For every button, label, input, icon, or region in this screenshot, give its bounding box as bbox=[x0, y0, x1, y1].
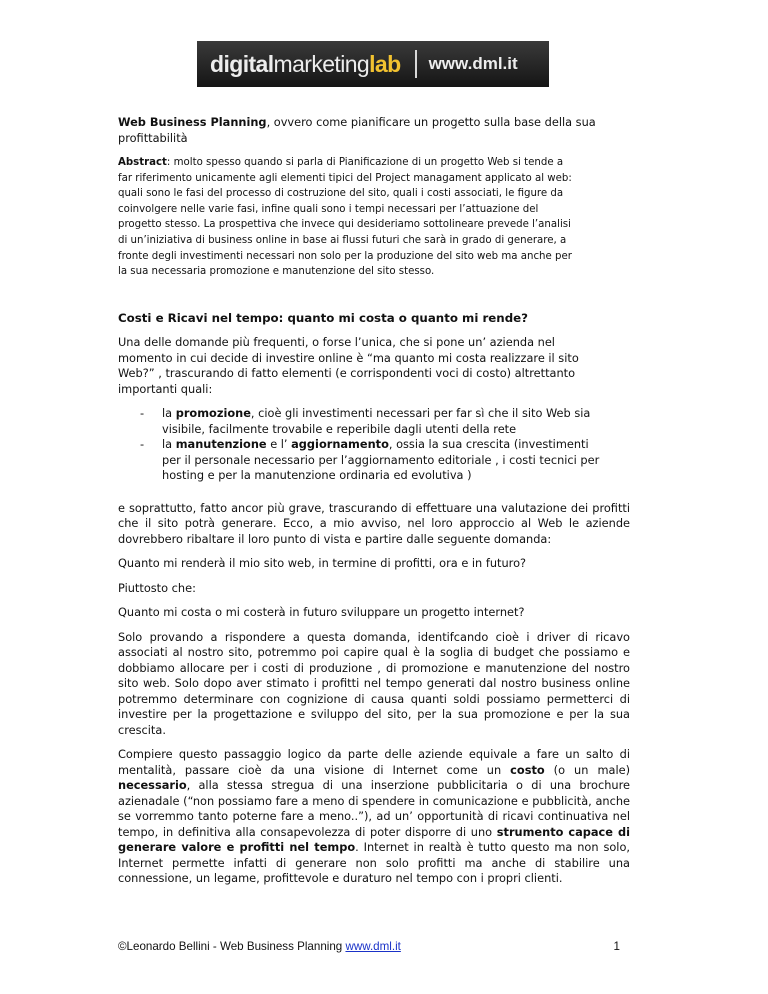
document-title bbox=[118, 115, 630, 131]
question-profitti: Quanto mi renderà il mio sito web, in termine di profitti, ora e in futuro? bbox=[118, 556, 527, 571]
paragraph-text: . Internet in realtà è tutto questo ma non solo, Internet permette infatti di generare non solo profitti ma anche di stabilire una connessione, un legame, profittevole e duraturo nel tempo con i propri clienti. bbox=[118, 840, 630, 886]
bullet-continuation: hosting e per la manutenzione ordinaria ed evolutiva ) bbox=[162, 468, 472, 483]
bullet-text: , cioè gli investimenti necessari per far sì che il sito Web sia bbox=[250, 406, 591, 421]
abstract-line: fronte degli investimenti necessari non solo per la produzione del sito web ma anche per bbox=[118, 250, 572, 262]
intro-line: Web?” , trascurando di fatto elementi (e corrispondenti voci di costo) altrettanto bbox=[118, 366, 576, 381]
intro-line: importanti quali: bbox=[118, 381, 213, 396]
paragraph-text: Compiere questo passaggio logico da parte delle aziende equivale a fare un salto di mentalità, passare cioè da una visione di Internet come un bbox=[118, 747, 630, 777]
intro-line: momento in cui decide di investire online è “ma quanto mi costa realizzare il sito bbox=[118, 350, 579, 365]
intro-line: Una delle domande più frequenti, o forse l’unica, che si pone un’ azienda nel bbox=[118, 335, 555, 350]
digitalmarketinglab-logo bbox=[197, 41, 549, 87]
abstract-line: quali sono le fasi del processo di costruzione del sito, quali i costi associati, le figure da bbox=[118, 188, 564, 200]
bullet-text: la bbox=[162, 406, 176, 421]
keyword-strumento: strumento capace di generare valore e profitti nel tempo bbox=[118, 824, 630, 855]
title-bold: Web Business Planning bbox=[118, 115, 267, 129]
bullet-keyword: manutenzione bbox=[175, 437, 267, 452]
abstract-label: Abstract bbox=[118, 157, 167, 168]
keyword-costo: costo bbox=[510, 762, 545, 777]
footer-link[interactable]: www.dml.it bbox=[345, 940, 401, 953]
bullet-dash: - bbox=[140, 437, 145, 452]
paragraph-compiere bbox=[118, 747, 630, 887]
paragraph-text: (o un male) bbox=[544, 762, 631, 777]
piuttosto-che: Piuttosto che: bbox=[118, 580, 196, 595]
question-costi: Quanto mi costa o mi costerà in futuro sviluppare un progetto internet? bbox=[118, 605, 525, 620]
bullet-keyword: promozione bbox=[175, 406, 251, 421]
document-body bbox=[118, 115, 630, 887]
bullet-text: , ossia la sua crescita (investimenti bbox=[388, 437, 589, 452]
list-item bbox=[118, 437, 630, 484]
title-line-2: profittabilità bbox=[118, 130, 188, 145]
list-item bbox=[118, 406, 630, 437]
bullet-text: e l’ bbox=[266, 437, 292, 452]
abstract-line: progetto stesso. La prospettiva che invece qui desideriamo sottolineare prevede l’analisi bbox=[118, 219, 571, 231]
page-number: 1 bbox=[613, 940, 620, 953]
abstract-line: : molto spesso quando si parla di Pianificazione di un progetto Web si tende a bbox=[166, 157, 564, 168]
bullet-continuation: per il personale necessario per l’aggiornamento editoriale , i costi tecnici per bbox=[162, 452, 600, 467]
abstract-line: far riferimento unicamente agli elementi tipici del Project managament applicato al web: bbox=[118, 172, 572, 184]
bullet-keyword: aggiornamento bbox=[291, 437, 389, 452]
logo-word-lab: lab bbox=[369, 50, 401, 77]
keyword-necessario: necessario bbox=[118, 778, 187, 793]
abstract-paragraph bbox=[118, 155, 630, 280]
bullet-continuation: visibile, facilmente trovabile e reperibile dagli utenti della rete bbox=[162, 421, 517, 436]
abstract-line: di un’iniziativa di business online in base ai flussi futuri che sarà in grado di generare, a bbox=[118, 234, 567, 246]
footer-text: ©Leonardo Bellini - Web Business Planning bbox=[118, 940, 346, 953]
page-footer bbox=[118, 940, 630, 953]
paragraph-soprattutto: e soprattutto, fatto ancor più grave, trascurando di effettuare una valutazione dei profitti che il sito potrà generare. Ecco, a mio avviso, nel loro approccio al Web le aziende dovrebbero ribaltare il loro punto di vista e partire dalle seguente domanda: bbox=[118, 500, 630, 546]
abstract-line: la sua necessaria promozione e manutenzione del sito stesso. bbox=[118, 266, 435, 278]
bullet-text: la bbox=[162, 437, 176, 452]
title-rest: , ovvero come pianificare un progetto sulla base della sua bbox=[266, 115, 596, 129]
paragraph-text: , alla stessa stregua di una inserzione pubblicitaria o di una brochure azienadale (“non possiamo fare a meno di spendere in comunicazione e pubblicità, anche se vorremmo tanto poterne fare a meno..”), ad un’ opportunità di ricavi continuativa nel tempo, in definitiva alla consapevolezza di poter disporre di uno bbox=[118, 778, 630, 839]
section-heading: Costi e Ricavi nel tempo: quanto mi costa o quanto mi rende? bbox=[118, 310, 528, 325]
logo-word-marketing: marketing bbox=[273, 50, 370, 77]
bullet-dash: - bbox=[140, 406, 145, 421]
logo-url: www.dml.it bbox=[428, 54, 518, 73]
logo-separator bbox=[415, 50, 417, 78]
logo-word-digital: digital bbox=[210, 50, 274, 77]
abstract-line: coinvolgere nelle varie fasi, infine quali sono i tempi necessari per l’attuazione del bbox=[118, 203, 539, 215]
intro-paragraph bbox=[118, 335, 630, 397]
paragraph-solo: Solo provando a rispondere a questa domanda, identifcando cioè i driver di ricavo associati al nostro sito, potremmo poi capire qual è la soglia di budget che possiamo e dobbiamo allocare per i costi di produzione , di promozione e manutenzione del nostro sito web. Solo dopo aver stimato i profitti nel tempo generati dal nostro business online potremmo determinare con cognizione di causa quanti soldi possiamo permetterci di investire per la progettazione e sviluppo del sito, per la sua promozione e per la sua crescita. bbox=[118, 629, 630, 737]
